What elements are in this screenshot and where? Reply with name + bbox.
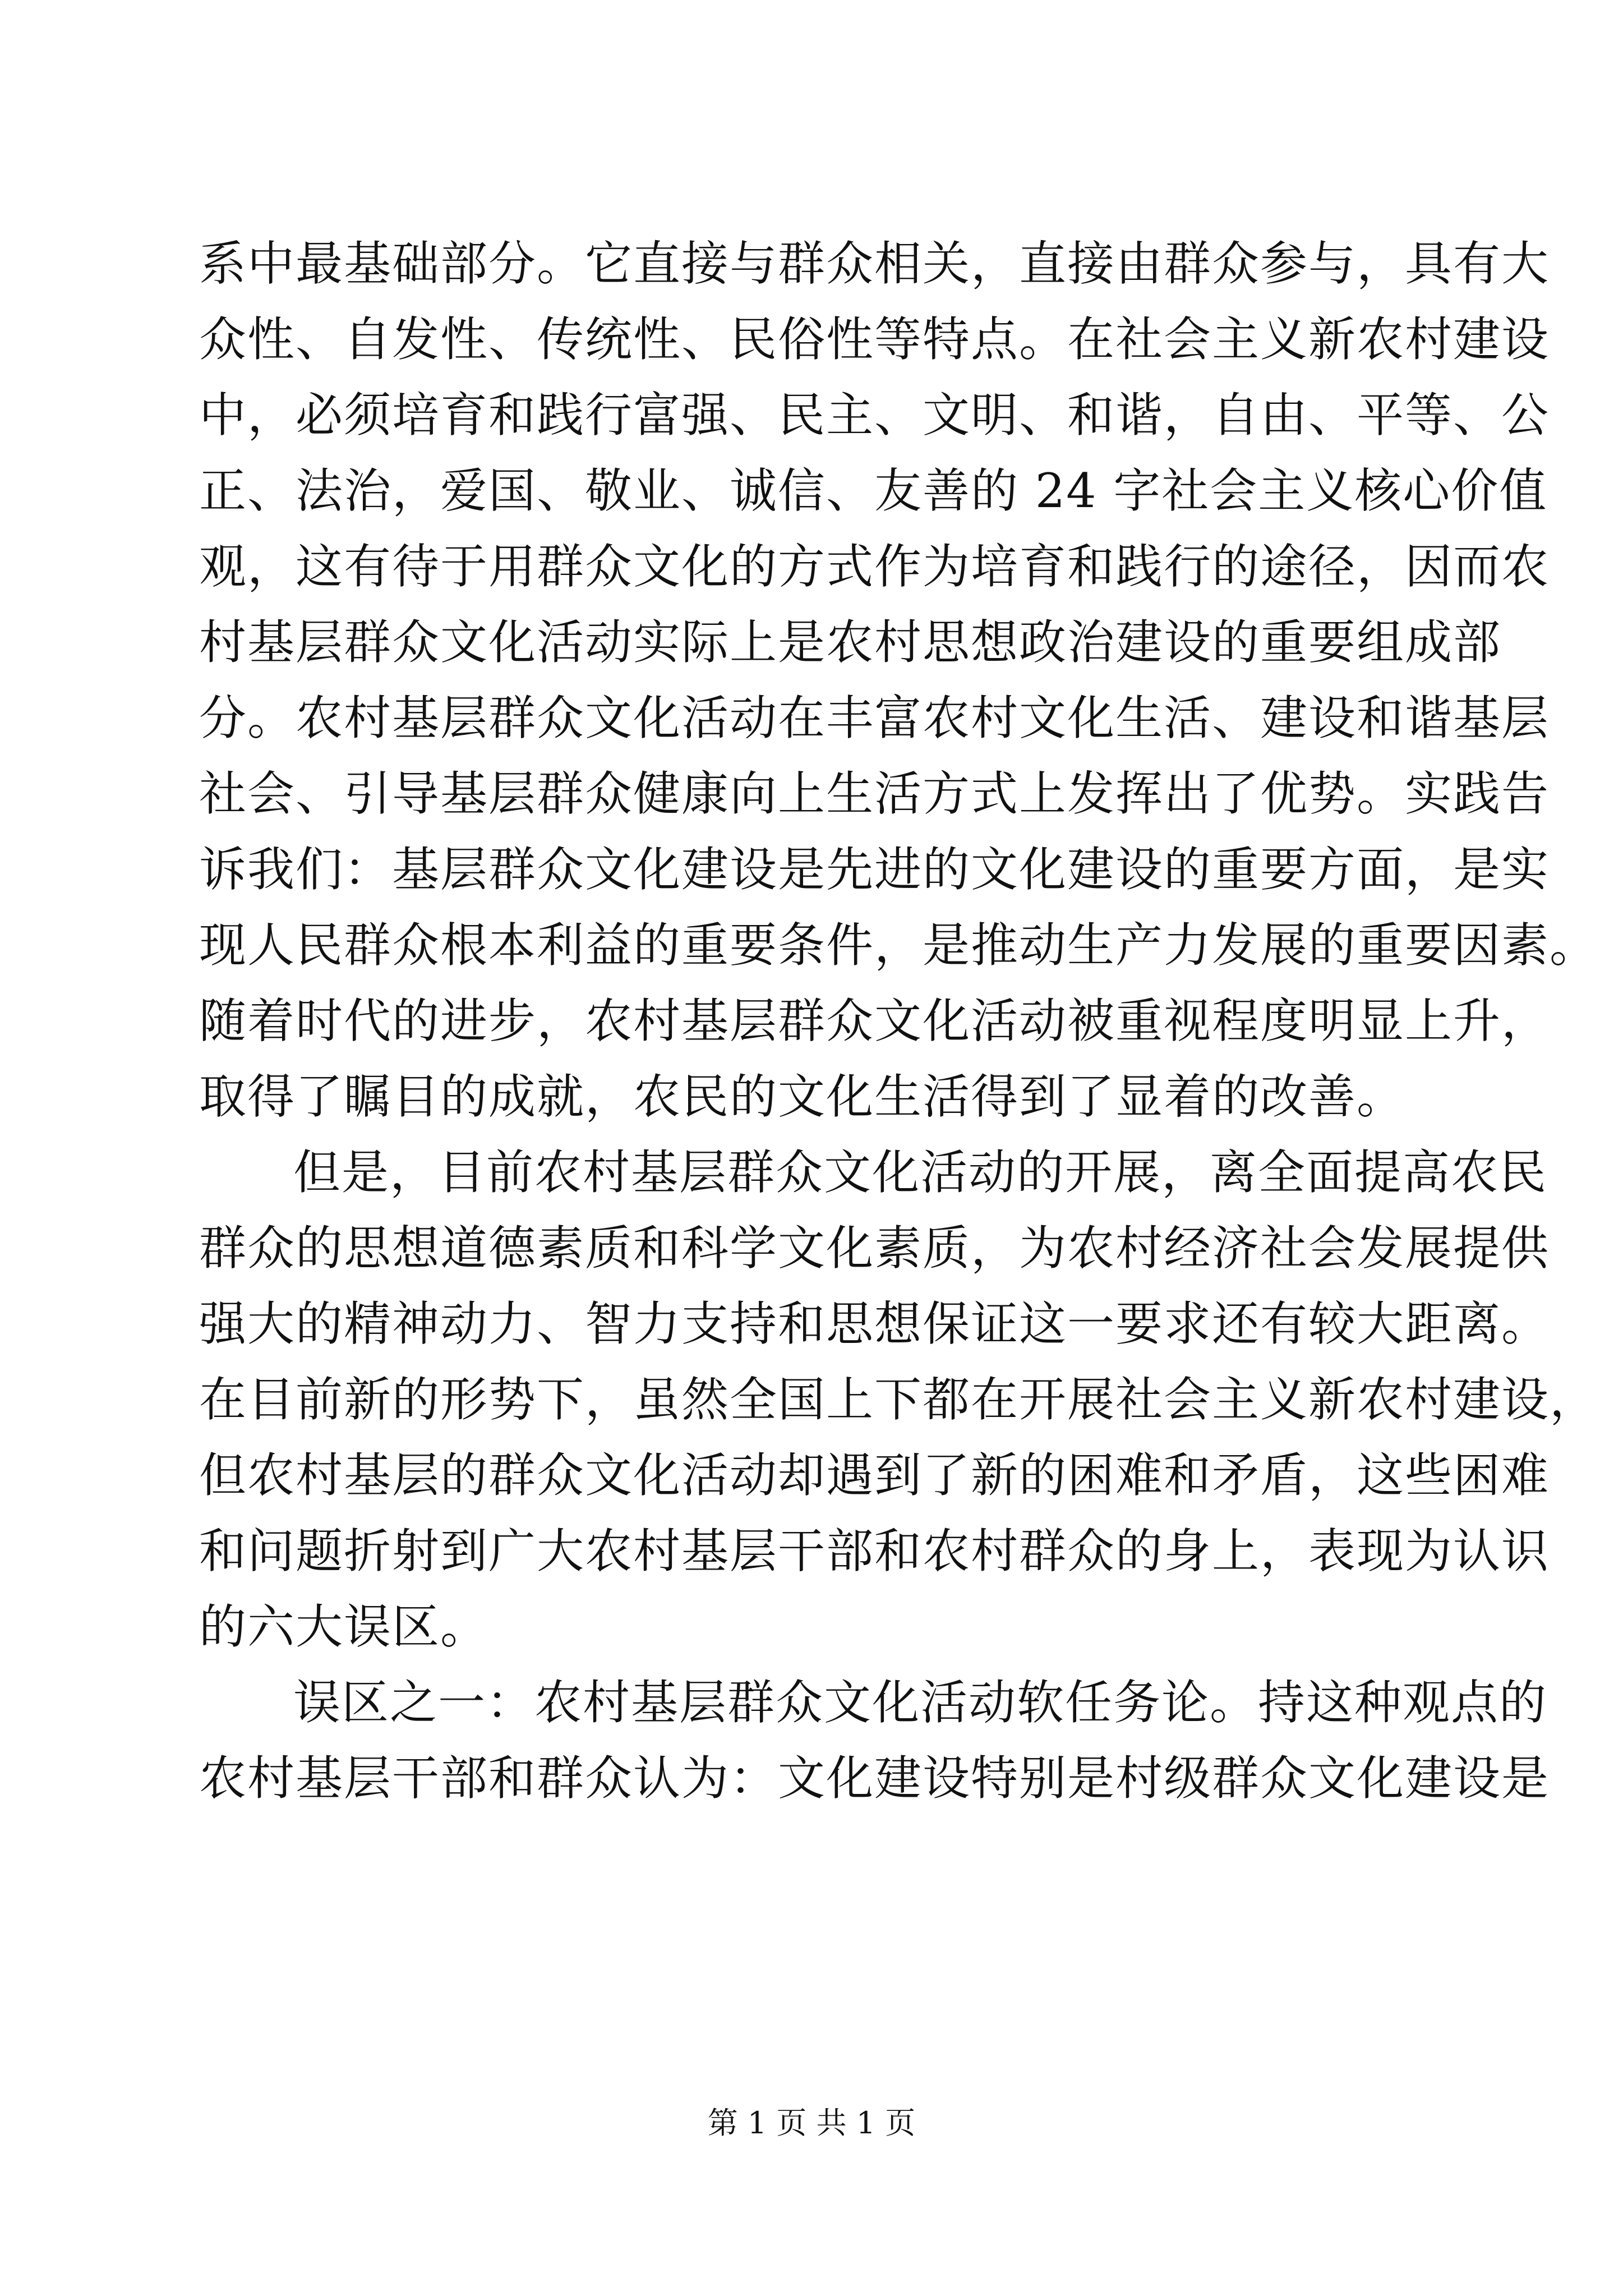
paragraph-first-line: 误区之一：农村基层群众文化活动软任务论。持这种观点的 — [293, 1675, 1548, 1730]
text-line: 正、法治，爱国、敬业、诚信、友善的 24 字社会主义核心价值 — [199, 463, 1548, 518]
text-line: 观，这有待于用群众文化的方式作为培育和践行的途径，因而农 — [199, 539, 1550, 594]
text-line: 系中最基础部分。它直接与群众相关，直接由群众参与，具有大 — [199, 236, 1550, 291]
text-line: 诉我们：基层群众文化建设是先进的文化建设的重要方面，是实 — [199, 842, 1550, 897]
text-line: 现人民群众根本利益的重要条件，是推动生产力发展的重要因素。 — [199, 918, 1598, 973]
text-line: 中，必须培育和践行富强、民主、文明、和谐，自由、平等、公 — [199, 388, 1550, 443]
text-line: 农村基层干部和群众认为：文化建设特别是村级群众文化建设是 — [199, 1751, 1550, 1806]
text-line: 和问题折射到广大农村基层干部和农村群众的身上，表现为认识 — [199, 1524, 1550, 1579]
text-line: 村基层群众文化活动实际上是农村思想政治建设的重要组成部 — [199, 615, 1502, 670]
text-line: 的六大误区。 — [199, 1599, 489, 1654]
text-line: 分。农村基层群众文化活动在丰富农村文化生活、建设和谐基层 — [199, 691, 1550, 746]
text-line: 取得了瞩目的成就，农民的文化生活得到了显着的改善。 — [199, 1069, 1405, 1124]
text-line: 强大的精神动力、智力支持和思想保证这一要求还有较大距离。 — [199, 1296, 1550, 1351]
page-number-footer: 第 1 页 共 1 页 — [707, 2105, 916, 2141]
paragraph-first-line: 但是，目前农村基层群众文化活动的开展，离全面提高农民 — [293, 1145, 1548, 1200]
text-line: 随着时代的进步，农村基层群众文化活动被重视程度明显上升， — [199, 993, 1550, 1048]
text-line: 群众的思想道德素质和科学文化素质，为农村经济社会发展提供 — [199, 1221, 1550, 1276]
text-line: 众性、自发性、传统性、民俗性等特点。在社会主义新农村建设 — [199, 312, 1550, 367]
text-line: 但农村基层的群众文化活动却遇到了新的困难和矛盾，这些困难 — [199, 1448, 1550, 1503]
text-line: 社会、引导基层群众健康向上生活方式上发挥出了优势。实践告 — [199, 766, 1550, 821]
text-line: 在目前新的形势下，虽然全国上下都在开展社会主义新农村建设， — [199, 1372, 1598, 1427]
